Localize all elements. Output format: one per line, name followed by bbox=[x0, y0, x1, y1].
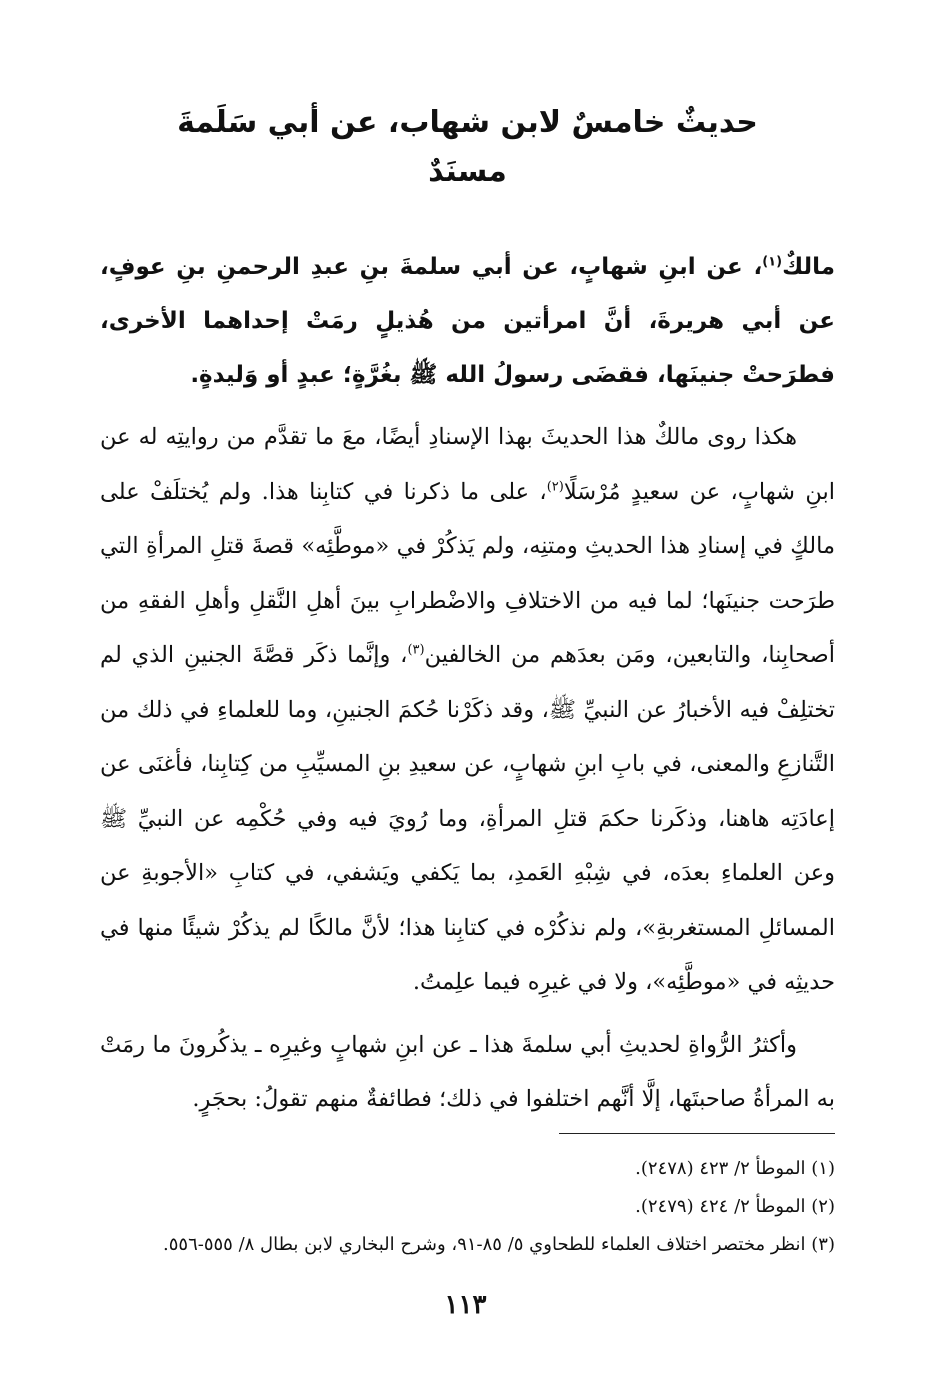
commentary-paragraph-2: وأكثرُ الرُّواةِ لحديثِ أبي سلمةَ هذا ـ عن ابنِ شهابٍ وغيرِه ـ يذكُرونَ ما رمَتْ به المرأةُ صاحبتَها، إلَّا أنَّهم اختلفوا في ذلك؛ فطائفةٌ منهم تقولُ: بحجَرٍ. bbox=[100, 1031, 835, 1112]
commentary-part-1: هكذا روى مالكٌ هذا الحديثَ بهذا الإسنادِ أيضًا، معَ ما تقدَّم من روايتِه له عن ابنِ شهابٍ، عن سعيدٍ مُرْسَلًا bbox=[100, 424, 835, 505]
hadith-lead: مالكٌ bbox=[782, 254, 835, 280]
footnote-ref-1[interactable]: (١) bbox=[762, 254, 783, 270]
commentary-part-3: ، وإنَّما ذكَر قصَّةَ الجنينِ الذي لم تختلِفْ فيه الأخبارُ عن النبيِّ ﷺ، وقد ذكَرْنا حُكمَ الجنينِ، وما للعلماءِ في ذلك من التَّنازعِ والمعنى، في بابِ ابنِ شهابٍ، عن سعيدِ بنِ المسيِّبِ من كِتابِنا، فأغنَى عن إعادَتِه هاهنا، وذكَرنا حكمَ قتلِ المرأةِ، وما رُويَ فيه وفي حُكْمِه عن النبيِّ ﷺ وعن العلماءِ بعدَه، في شِبْهِ العَمدِ، بما يَكفي ويَشفي، في كتابِ «الأجوبةِ عن المسائلِ المستغربةِ»، ولم نذكُرْه في كتابِنا هذا؛ لأنَّ مالكًا لم يذكُرْ شيئًا منها في حديثِه في «موطَّئِه»، ولا في غيرِه فيما علِمتُ. bbox=[100, 642, 835, 995]
footnote-divider bbox=[559, 1133, 835, 1134]
hadith-text bbox=[100, 240, 835, 402]
footnote-ref-3[interactable]: (٣) bbox=[407, 642, 425, 658]
footnote-ref-2[interactable]: (٢) bbox=[546, 479, 564, 494]
chapter-title: حديثٌ خامسٌ لابن شهاب، عن أبي سَلَمةَ bbox=[177, 105, 758, 140]
footnote-1: (١) الموطأ ٢/ ٤٢٣ (٢٤٧٨). bbox=[635, 1158, 835, 1179]
page-number: ١١٣ bbox=[444, 1290, 487, 1320]
commentary-paragraph bbox=[100, 410, 835, 1010]
footnotes-section bbox=[96, 1150, 835, 1264]
hadith-body: ، عن ابنِ شهابٍ، عن أبي سلمةَ بنِ عبدِ الرحمنِ بنِ عوفٍ، عن أبي هريرةَ، أنَّ امرأتين من هُذيلٍ رمَتْ إحداهما الأخرى، فطرَحتْ جنينَها، فقضَى رسولُ الله ﷺ بغُرَّةٍ؛ عبدٍ أو وَليدةٍ. bbox=[100, 254, 835, 388]
commentary-part-2: ، على ما ذكرنا في كتابِنا هذا. ولم يُختلَفْ على مالكٍ في إسنادِ هذا الحديثِ ومتنِه، ولم يَذكُرْ في «موطَّئِه» قصةَ قتلِ المرأةِ التي طرَحت جنينَها؛ لما فيه من الاختلافِ والاضْطرابِ بينَ أهلِ النَّقلِ وأهلِ الفقهِ من أصحابِنا، والتابعين، ومَن بعدَهم من الخالفين bbox=[100, 478, 835, 668]
chapter-subtitle: مسنَدٌ bbox=[428, 154, 507, 189]
footnote-3: (٣) انظر مختصر اختلاف العلماء للطحاوي ٥/ ٨٥-٩١، وشرح البخاري لابن بطال ٨/ ٥٥٥-٥٥٦. bbox=[163, 1234, 835, 1255]
footnote-2: (٢) الموطأ ٢/ ٤٢٤ (٢٤٧٩). bbox=[635, 1196, 835, 1217]
